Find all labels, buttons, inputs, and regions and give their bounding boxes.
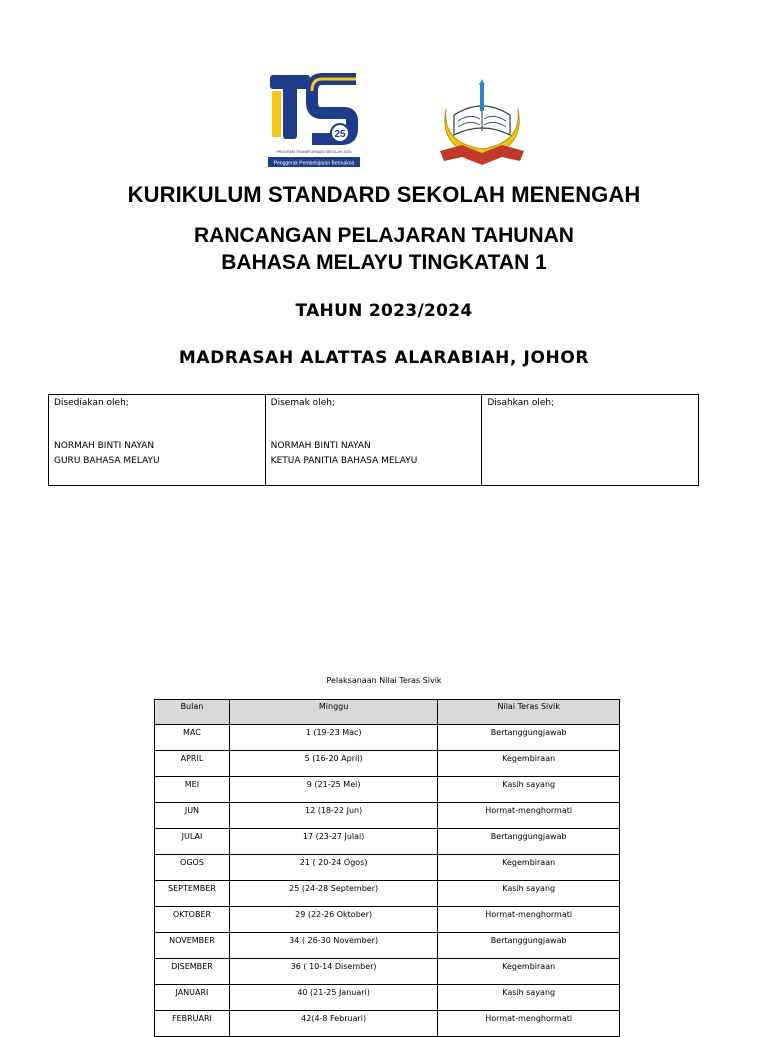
table-row — [155, 959, 620, 985]
week-cell: 29 (22-26 Oktober) — [229, 907, 437, 933]
value-cell: Kasih sayang — [438, 985, 620, 1011]
ts25-banner: Penggerak Pembelajaran Bermakna — [273, 160, 355, 167]
signature-label: Disemak oleh; — [270, 398, 335, 408]
table-row — [155, 751, 620, 777]
table-row — [155, 777, 620, 803]
week-cell: 25 (24-28 September) — [229, 881, 437, 907]
year-title: TAHUN 2023/2024 — [295, 301, 473, 321]
value-cell: Bertanggungjawab — [438, 725, 620, 751]
month-cell: NOVEMBER — [155, 933, 230, 959]
table-row — [155, 933, 620, 959]
table-row — [155, 829, 620, 855]
table-row — [155, 907, 620, 933]
table-row — [155, 803, 620, 829]
week-cell: 9 (21-25 Mei) — [229, 777, 437, 803]
week-cell: 21 ( 20-24 Ogos) — [229, 855, 437, 881]
signature-name: NORMAH BINTI NAYAN — [270, 441, 371, 451]
civic-values-table — [154, 699, 620, 1037]
school-crest-logo — [432, 77, 532, 169]
month-cell: APRIL — [155, 751, 230, 777]
table-row — [155, 725, 620, 751]
week-cell: 42(4-8 Februari) — [229, 1011, 437, 1037]
value-cell: Kegembiraan — [438, 855, 620, 881]
month-cell: OGOS — [155, 855, 230, 881]
month-cell: SEPTEMBER — [155, 881, 230, 907]
week-cell: 40 (21-25 Januari) — [229, 985, 437, 1011]
ts25-number: 25 — [334, 129, 346, 140]
month-cell: MEI — [155, 777, 230, 803]
header-cell: Nilai Teras Sivik — [438, 700, 620, 725]
value-cell: Hormat-menghormati — [438, 803, 620, 829]
signature-name: NORMAH BINTI NAYAN — [54, 441, 155, 451]
ts25-logo — [264, 69, 364, 171]
week-cell: 5 (16-20 April) — [229, 751, 437, 777]
signature-label: Disahkan oleh; — [487, 398, 555, 408]
value-cell: Bertanggungjawab — [438, 829, 620, 855]
signature-label: Disediakan oleh; — [54, 398, 129, 408]
signature-position: GURU BAHASA MELAYU — [54, 456, 160, 466]
table-caption: Pelaksanaan Nilai Teras Sivik — [326, 676, 442, 685]
value-cell: Kasih sayang — [438, 881, 620, 907]
school-name: MADRASAH ALATTAS ALARABIAH, JOHOR — [178, 348, 590, 368]
table-row — [155, 985, 620, 1011]
signature-reviewed — [266, 395, 483, 485]
value-cell: Bertanggungjawab — [438, 933, 620, 959]
month-cell: OKTOBER — [155, 907, 230, 933]
value-cell: Kegembiraan — [438, 959, 620, 985]
month-cell: FEBRUARI — [155, 1011, 230, 1037]
week-cell: 12 (18-22 Jun) — [229, 803, 437, 829]
table-row — [155, 855, 620, 881]
month-cell: JULAI — [155, 829, 230, 855]
signature-approved — [482, 395, 698, 485]
value-cell: Kegembiraan — [438, 751, 620, 777]
week-cell: 34 ( 26-30 November) — [229, 933, 437, 959]
month-cell: MAC — [155, 725, 230, 751]
week-cell: 17 (23-27 Julai) — [229, 829, 437, 855]
month-cell: DISEMBER — [155, 959, 230, 985]
signature-prepared — [49, 395, 266, 485]
signature-box — [48, 394, 699, 486]
table-header-row — [155, 700, 620, 725]
ts25-subtext: PROGRAM TRANSFORMASI SEKOLAH 2025 — [276, 150, 352, 154]
curriculum-title: KURIKULUM STANDARD SEKOLAH MENENGAH — [127, 182, 641, 207]
value-cell: Hormat-menghormati — [438, 1011, 620, 1037]
subject-title: BAHASA MELAYU TINGKATAN 1 — [221, 251, 547, 274]
plan-title: RANCANGAN PELAJARAN TAHUNAN — [194, 224, 574, 247]
table-body — [155, 725, 620, 1037]
week-cell: 1 (19-23 Mac) — [229, 725, 437, 751]
month-cell: JANUARI — [155, 985, 230, 1011]
week-cell: 36 ( 10-14 Disember) — [229, 959, 437, 985]
table-row — [155, 881, 620, 907]
month-cell: JUN — [155, 803, 230, 829]
signature-position: KETUA PANITIA BAHASA MELAYU — [270, 456, 418, 466]
header-cell: Minggu — [229, 700, 437, 725]
header-cell: Bulan — [155, 700, 230, 725]
value-cell: Hormat-menghormati — [438, 907, 620, 933]
value-cell: Kasih sayang — [438, 777, 620, 803]
